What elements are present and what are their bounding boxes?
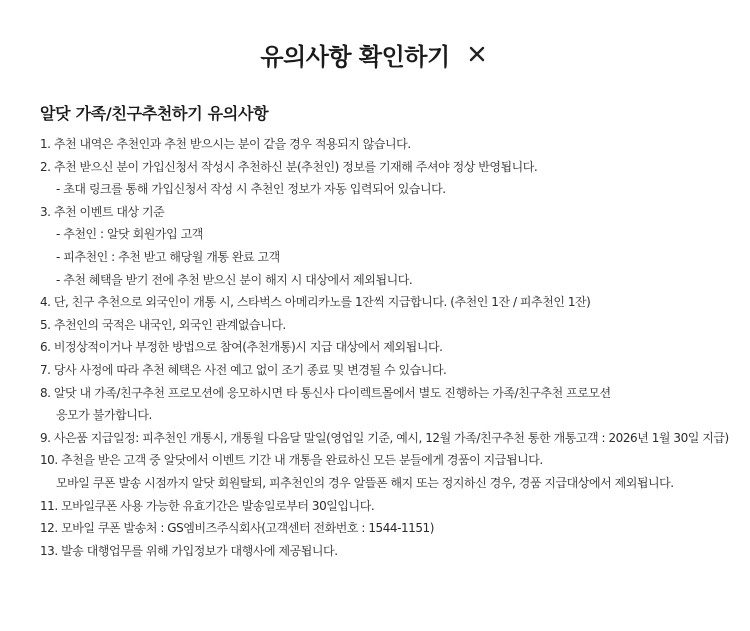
- notice-subline: 모바일 쿠폰 발송 시점까지 알닷 회원탈퇴, 피추천인의 경우 알뜰폰 해지 또는 정지하신 경우, 경품 지급대상에서 제외됩니다.: [56, 475, 674, 490]
- modal-header: [0, 34, 750, 74]
- notice-subline: - 피추천인 : 추천 받고 해당월 개통 완료 고객: [56, 249, 280, 264]
- notice-subline: - 추천인 : 알닷 회원가입 고객: [56, 227, 203, 242]
- notice-item: 10. 추천을 받은 고객 중 알닷에서 이벤트 기간 내 개통을 완료하신 모든 분들에게 경품이 지급됩니다.: [40, 453, 543, 468]
- notice-list: [40, 133, 745, 562]
- notice-item: 3. 추천 이벤트 대상 기준: [40, 204, 165, 219]
- notice-item: 4. 단, 친구 추천으로 외국인이 개통 시, 스타벅스 아메리카노를 1잔씩 지급합니다. (추천인 1잔 / 피추천인 1잔): [40, 295, 591, 310]
- notice-item: 8. 알닷 내 가족/친구추천 프로모션에 응모하시면 타 통신사 다이렉트몰에서 별도 진행하는 가족/친구추천 프로모션: [40, 385, 611, 400]
- notice-item: 6. 비정상적이거나 부정한 방법으로 참여(추천개통)시 지급 대상에서 제외됩니다.: [40, 340, 443, 355]
- notice-item: 7. 당사 사정에 따라 추천 혜택은 사전 예고 없이 조기 종료 및 변경될 수 있습니다.: [40, 362, 447, 377]
- notice-subline: - 초대 링크를 통해 가입신청서 작성 시 추천인 정보가 자동 입력되어 있습니다.: [56, 182, 446, 197]
- section-title: 알닷 가족/친구추천하기 유의사항: [40, 104, 269, 123]
- notice-item: 13. 발송 대행업무를 위해 가입정보가 대행사에 제공됩니다.: [40, 543, 338, 558]
- notice-item: 5. 추천인의 국적은 내국인, 외국인 관계없습니다.: [40, 317, 286, 332]
- close-button[interactable]: [464, 41, 490, 67]
- notice-subline: 응모가 불가합니다.: [56, 408, 152, 423]
- notice-subline: - 추천 혜택을 받기 전에 추천 받으신 분이 해지 시 대상에서 제외됩니다.: [56, 272, 413, 287]
- notice-item: 9. 사은품 지급일정: 피추천인 개통시, 개통월 다음달 말일(영업일 기준, 예시, 12월 가족/친구추천 통한 개통고객 : 2026년 1월 30일 지급): [40, 430, 729, 445]
- notice-item: 11. 모바일쿠폰 사용 가능한 유효기간은 발송일로부터 30일입니다.: [40, 498, 375, 513]
- modal-title: 유의사항 확인하기: [260, 42, 450, 71]
- notice-item: 12. 모바일 쿠폰 발송처 : GS엠비즈주식회사(고객센터 전화번호 : 1544-1151): [40, 521, 434, 536]
- notice-item: 2. 추천 받으신 분이 가입신청서 작성시 추천하신 분(추천인) 정보를 기재해 주셔야 정상 반영됩니다.: [40, 159, 538, 174]
- close-icon: [468, 45, 486, 63]
- notice-item: 1. 추천 내역은 추천인과 추천 받으시는 분이 같을 경우 적용되지 않습니다.: [40, 137, 411, 151]
